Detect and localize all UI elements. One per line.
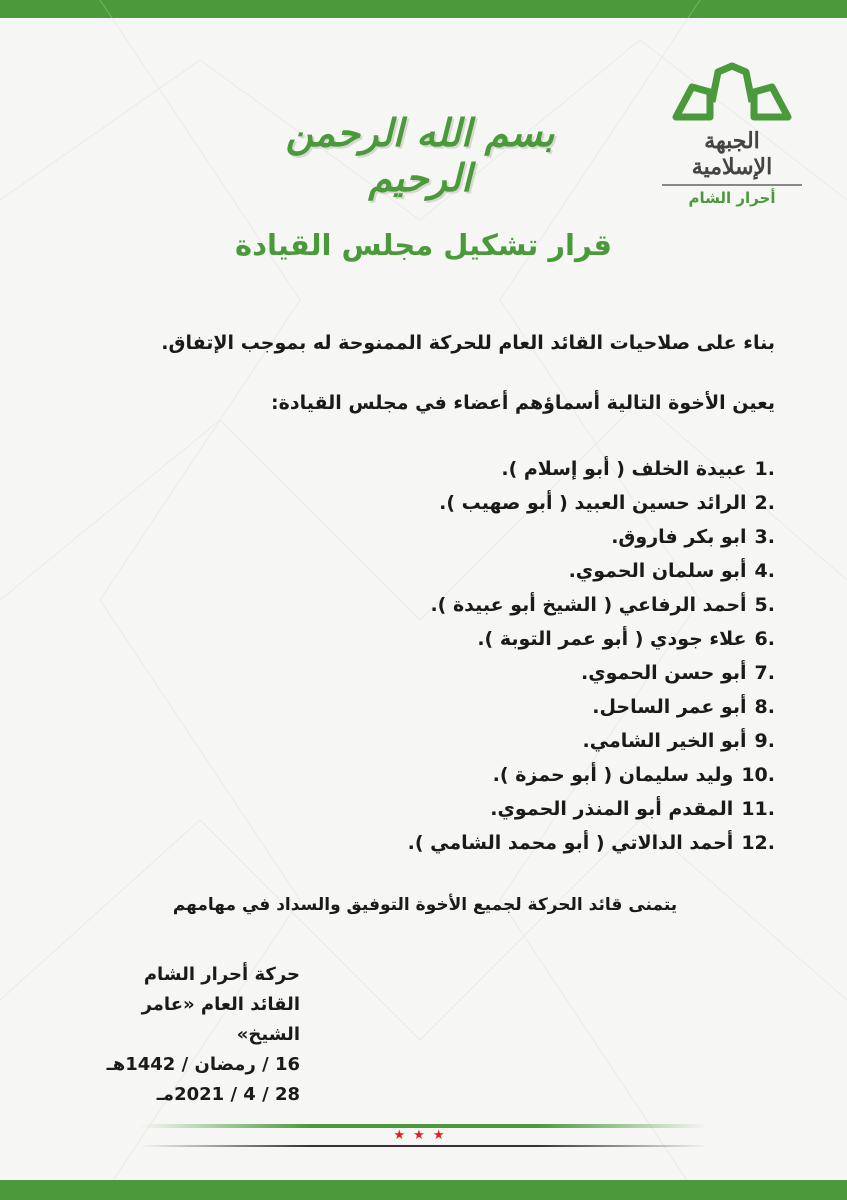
appointment-paragraph: يعين الأخوة التالية أسماؤهم أعضاء في مجلس القيادة: <box>271 392 775 414</box>
list-item <box>408 792 775 826</box>
members-list <box>408 452 775 860</box>
item-number: 4. <box>754 560 775 582</box>
item-number: 2. <box>754 492 775 514</box>
list-item <box>408 452 775 486</box>
footer-divider-dark <box>140 1145 707 1147</box>
member-name: المقدم أبو المنذر الحموي. <box>490 798 734 820</box>
member-name: أبو الخير الشامي. <box>582 730 747 752</box>
item-number: 1. <box>754 458 775 480</box>
list-item <box>408 486 775 520</box>
member-name: علاء جودي ( أبو عمر التوبة ). <box>477 628 747 650</box>
signature-hijri-date: 16 / رمضان / 1442هـ <box>106 1054 300 1075</box>
list-item <box>408 724 775 758</box>
item-number: 11. <box>741 798 775 820</box>
list-item <box>408 656 775 690</box>
red-stars-icon: ★★★ <box>393 1128 453 1143</box>
item-number: 5. <box>754 594 775 616</box>
list-item <box>408 520 775 554</box>
member-name: وليد سليمان ( أبو حمزة ). <box>492 764 734 786</box>
list-item <box>408 690 775 724</box>
member-name: أحمد الرفاعي ( الشيخ أبو عبيدة ). <box>430 594 747 616</box>
logo-arches-icon <box>670 62 794 122</box>
item-number: 7. <box>754 662 775 684</box>
list-item <box>408 554 775 588</box>
signature-org: حركة أحرار الشام <box>143 964 300 985</box>
list-item <box>408 588 775 622</box>
item-number: 10. <box>741 764 775 786</box>
member-name: أبو سلمان الحموي. <box>568 560 747 582</box>
signature-gregorian-date: 28 / 4 / 2021مـ <box>156 1084 300 1105</box>
item-number: 12. <box>741 832 775 854</box>
list-item <box>408 758 775 792</box>
bottom-green-bar <box>0 1180 847 1200</box>
logo-text-front: الجبهة الإسلامية <box>662 128 802 186</box>
list-item <box>408 622 775 656</box>
member-name: أبو عمر الساحل. <box>592 696 747 718</box>
preamble-paragraph: بناء على صلاحيات القائد العام للحركة الممنوحة له بموجب الإتفاق. <box>161 332 775 354</box>
closing-statement: يتمنى قائد الحركة لجميع الأخوة التوفيق والسداد في مهامهم <box>172 895 678 915</box>
item-number: 3. <box>754 526 775 548</box>
logo <box>662 62 802 207</box>
member-name: عبيدة الخلف ( أبو إسلام ). <box>501 458 747 480</box>
member-name: أحمد الدالاتي ( أبو محمد الشامي ). <box>407 832 734 854</box>
member-name: الرائد حسين العبيد ( أبو صهيب ). <box>439 492 747 514</box>
signature-block <box>90 960 300 1110</box>
document-title: قرار تشكيل مجلس القيادة <box>234 228 613 262</box>
signature-leader: القائد العام «عامر الشيخ» <box>141 994 300 1045</box>
item-number: 9. <box>754 730 775 752</box>
member-name: ابو بكر فاروق. <box>611 526 747 548</box>
item-number: 8. <box>754 696 775 718</box>
basmala-calligraphy: بسم الله الرحمن الرحيم <box>285 110 555 200</box>
item-number: 6. <box>754 628 775 650</box>
member-name: أبو حسن الحموي. <box>581 662 747 684</box>
logo-text-ahrar: أحرار الشام <box>688 189 776 207</box>
list-item <box>408 826 775 860</box>
